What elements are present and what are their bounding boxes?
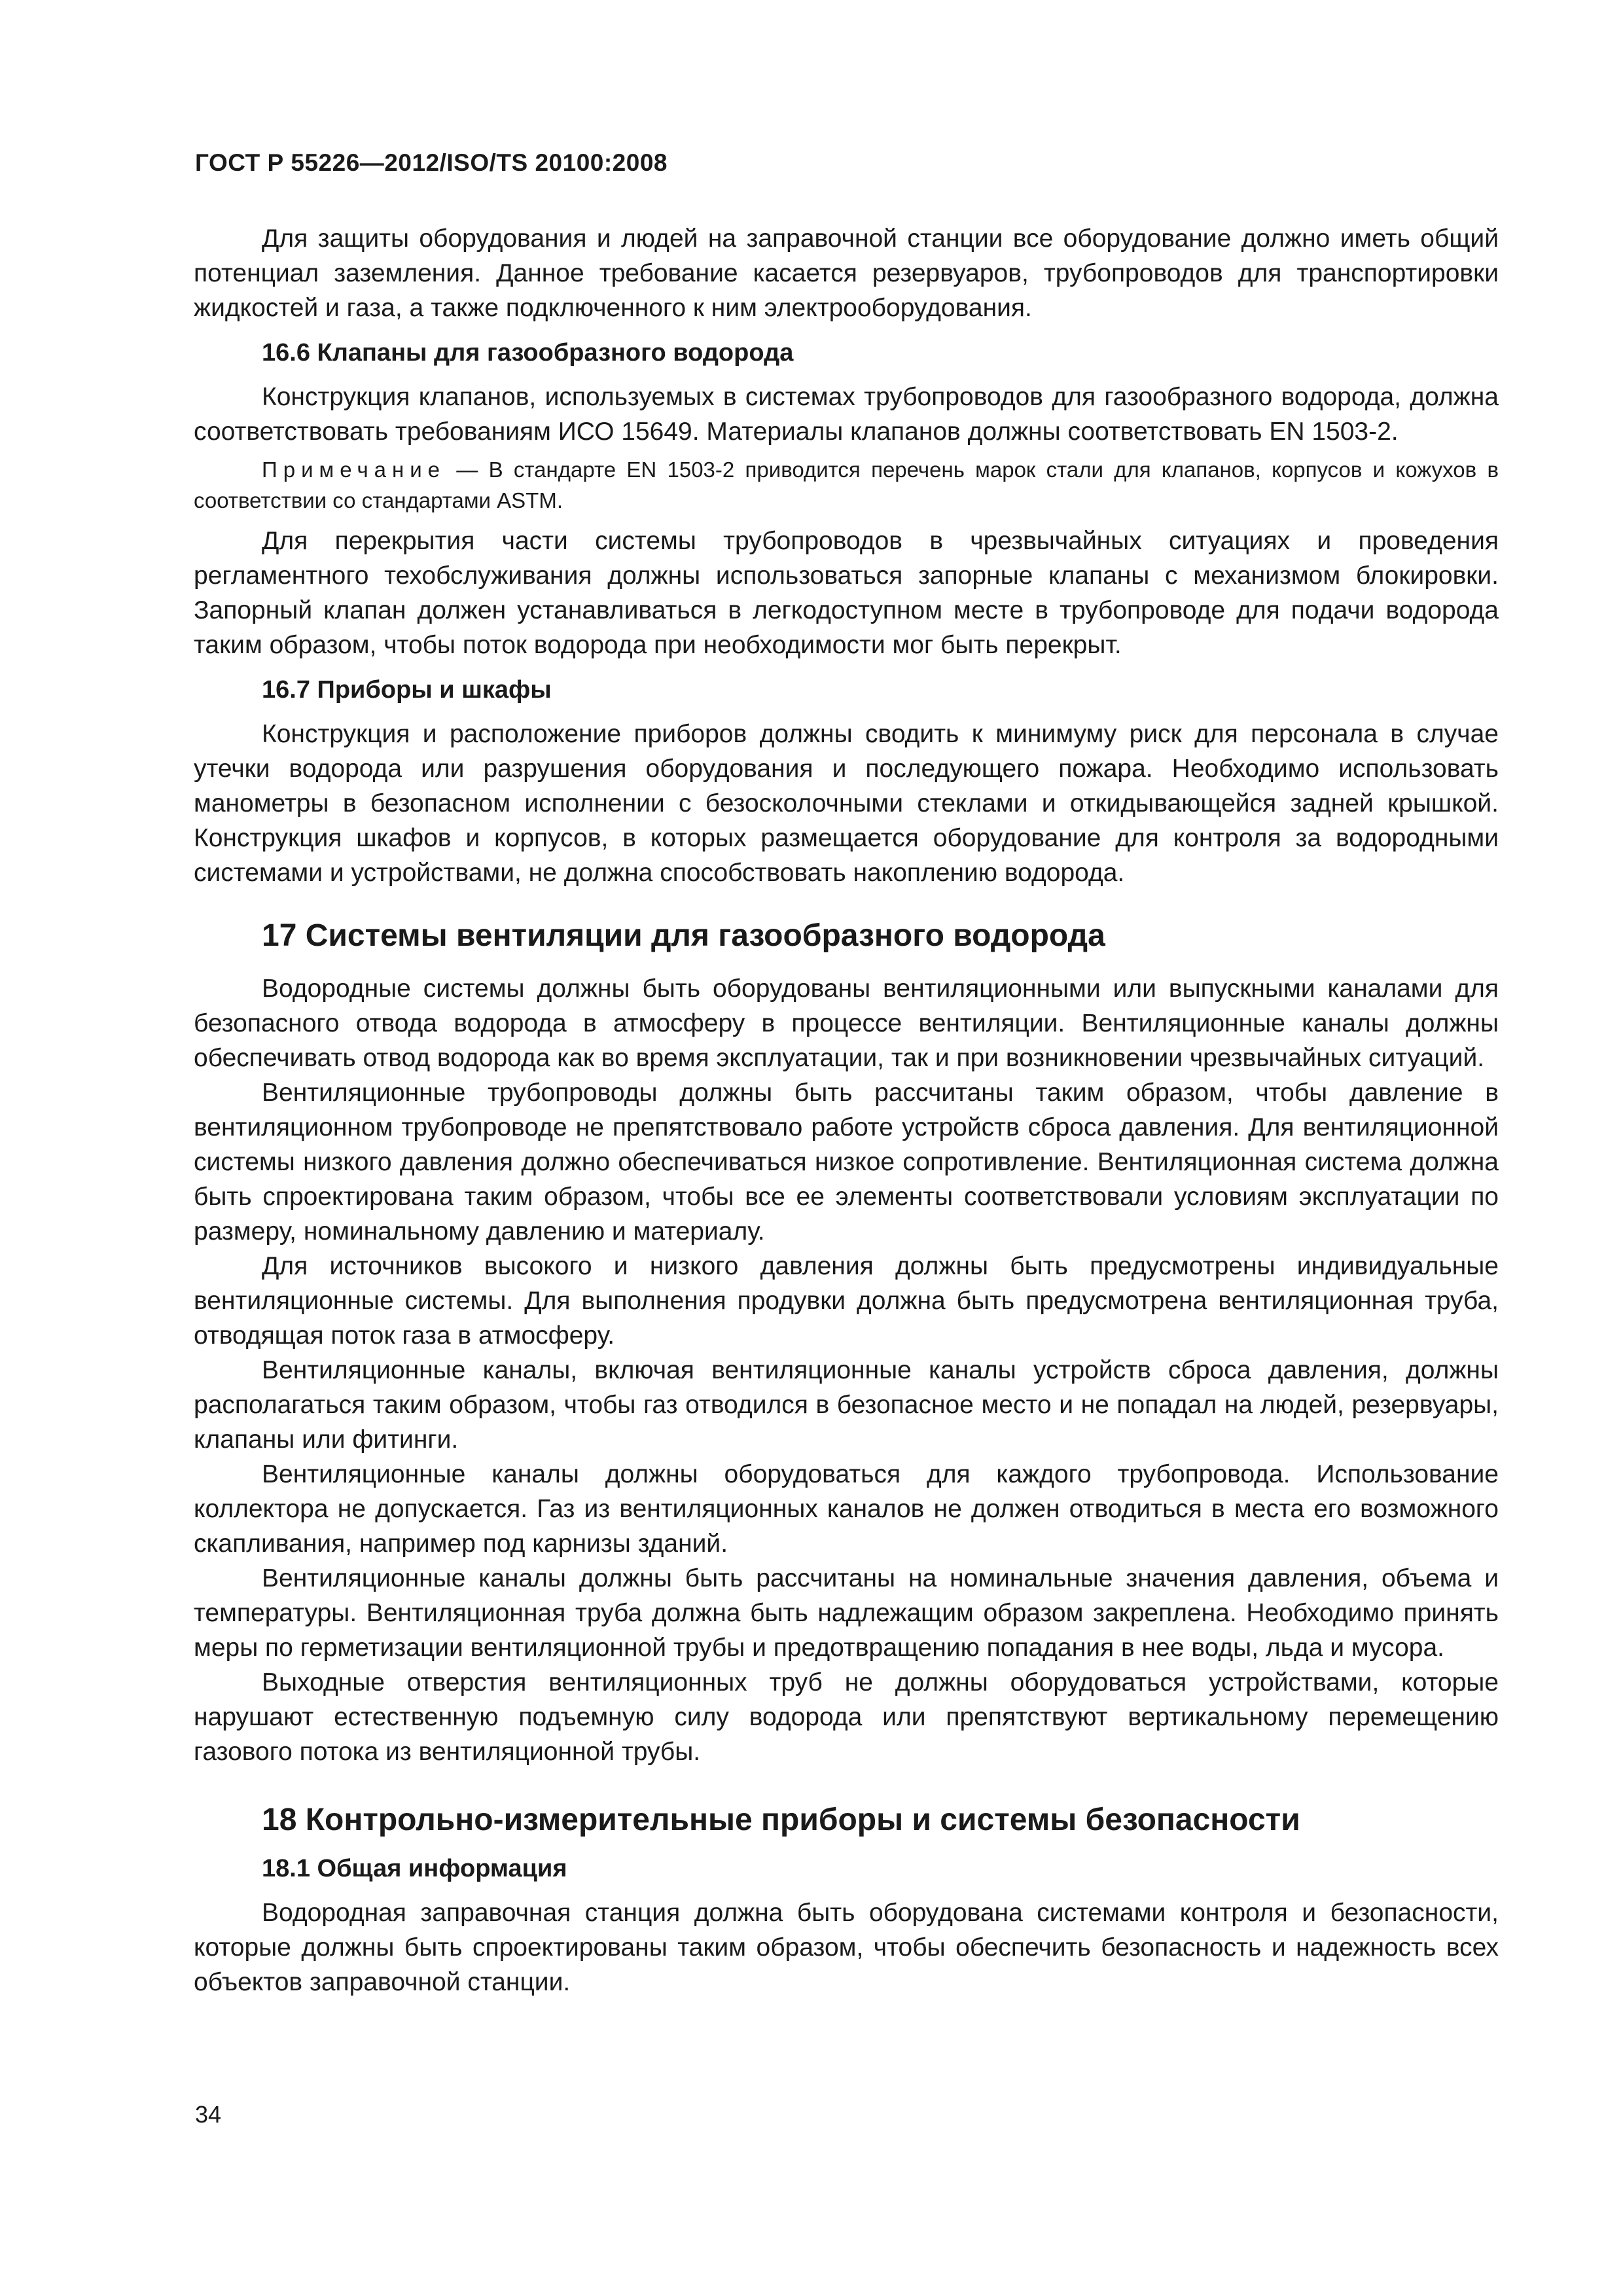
- paragraph-17-4: Вентиляционные каналы, включая вентиляционные каналы устройств сброса давления, должны располагаться таким образом, чтобы газ отводился в безопасное место и не попадал на людей, резервуары, клапаны или фитинги.: [194, 1356, 1499, 1454]
- note-label: Примечание: [262, 457, 446, 482]
- page-number: 34: [195, 2101, 222, 2128]
- paragraph-17-5: Вентиляционные каналы должны оборудоваться для каждого трубопровода. Использование коллектора не допускается. Газ из вентиляционных каналов не должен отводиться в места его возможного скапливания, например под карнизы зданий.: [194, 1460, 1499, 1558]
- standard-header: ГОСТ Р 55226—2012/ISO/TS 20100:2008: [195, 149, 668, 176]
- heading-18-1: 18.1 Общая информация: [262, 1855, 567, 1882]
- page-body: [194, 221, 1499, 2000]
- heading-16-6: 16.6 Клапаны для газообразного водорода: [262, 339, 794, 367]
- paragraph-17-3: Для источников высокого и низкого давления должны быть предусмотрены индивидуальные вентиляционные системы. Для выполнения продувки должна быть предусмотрена вентиляционная труба, отводящая поток газа в атмосферу.: [194, 1252, 1499, 1350]
- paragraph-instruments: Конструкция и расположение приборов должны сводить к минимуму риск для персонала в случае утечки водорода или разрушения оборудования и последующего пожара. Необходимо использовать манометры в безопасном исполнении с безосколочными стеклами и откидывающейся задней крышкой. Конструкция шкафов и корпусов, в которых размещается оборудование для контроля за водородными системами и устройствами, не должна способствовать накоплению водорода.: [194, 720, 1499, 887]
- paragraph-shutoff-valves: Для перекрытия части системы трубопроводов в чрезвычайных ситуациях и проведения регламентного техобслуживания должны использоваться запорные клапаны с механизмом блокировки. Запорный клапан должен устанавливаться в легкодоступном месте в трубопроводе для подачи водорода таким образом, чтобы поток водорода при необходимости мог быть перекрыт.: [194, 527, 1499, 659]
- paragraph-valves: Конструкция клапанов, используемых в системах трубопроводов для газообразного водорода, должна соответствовать требованиям ИСО 15649. Материалы клапанов должны соответствовать EN 1503-2.: [194, 383, 1499, 446]
- paragraph-grounding: Для защиты оборудования и людей на заправочной станции все оборудование должно иметь общий потенциал заземления. Данное требование касается резервуаров, трубопроводов для транспортировки жидкостей и газа, а также подключенного к ним электрооборудования.: [194, 224, 1499, 322]
- paragraph-17-1: Водородные системы должны быть оборудованы вентиляционными или выпускными каналами для безопасного отвода водорода в атмосферу в процессе вентиляции. Вентиляционные каналы должны обеспечивать отвод водорода как во время эксплуатации, так и при возникновении чрезвычайных ситуаций.: [194, 975, 1499, 1072]
- paragraph-17-2: Вентиляционные трубопроводы должны быть рассчитаны таким образом, чтобы давление в вентиляционном трубопроводе не препятствовало работе устройств сброса давления. Для вентиляционной системы низкого давления должно обеспечиваться низкое сопротивление. Вентиляционная система должна быть спроектирована таким образом, чтобы все ее элементы соответствовали условиям эксплуатации по размеру, номинальному давлению и материалу.: [194, 1079, 1499, 1246]
- heading-18: 18 Контрольно-измерительные приборы и системы безопасности: [262, 1803, 1300, 1837]
- heading-17: 17 Системы вентиляции для газообразного водорода: [262, 918, 1105, 953]
- paragraph-17-6: Вентиляционные каналы должны быть рассчитаны на номинальные значения давления, объема и температуры. Вентиляционная труба должна быть надлежащим образом закреплена. Необходимо принять меры по герметизации вентиляционной трубы и предотвращению попадания в нее воды, льда и мусора.: [194, 1564, 1499, 1662]
- note-text: — В стандарте EN 1503-2 приводится перечень марок стали для клапанов, корпусов и кожухов в соответствии со стандартами ASTM.: [194, 457, 1499, 512]
- paragraph-18-1: Водородная заправочная станция должна быть оборудована системами контроля и безопасности, которые должны быть спроектированы таким образом, чтобы обеспечить безопасность и надежность всех объектов заправочной станции.: [194, 1899, 1499, 1996]
- paragraph-17-7: Выходные отверстия вентиляционных труб не должны оборудоваться устройствами, которые нарушают естественную подъемную силу водорода или препятствуют вертикальному перемещению газового потока из вентиляционной трубы.: [194, 1668, 1499, 1766]
- heading-16-7: 16.7 Приборы и шкафы: [262, 676, 552, 704]
- note: [194, 454, 1499, 516]
